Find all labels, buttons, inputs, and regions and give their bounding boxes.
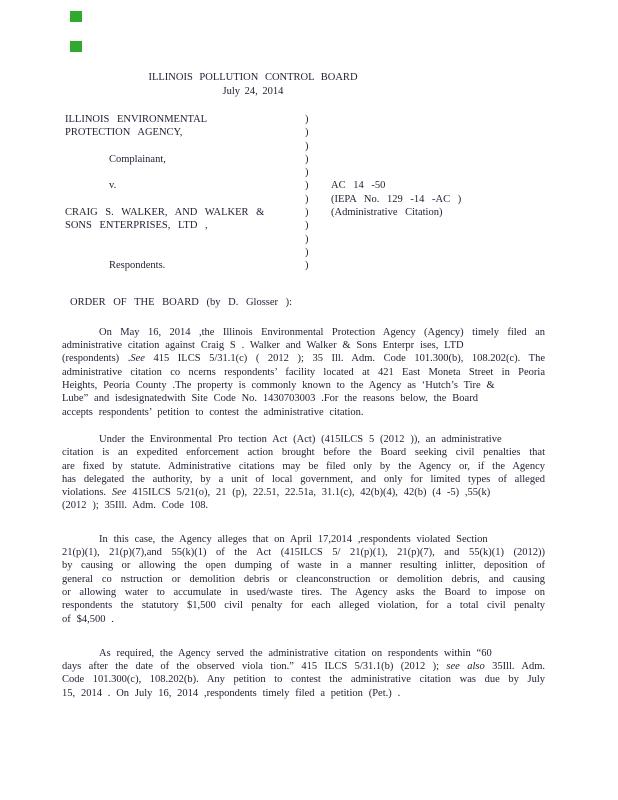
caption-row xyxy=(65,246,545,259)
caption-row xyxy=(65,113,545,126)
paragraph-line: administrative citation co ncerns respondents’ facility located at 421 East Moneta Street in Peoria xyxy=(62,366,545,378)
caption-row xyxy=(65,126,545,139)
paragraph-line: In this case, the Agency alleges that on April 17,2014 ,respondents violated Section xyxy=(99,533,488,545)
caption-right-text xyxy=(331,233,545,246)
body-paragraph xyxy=(62,647,545,700)
paragraph-line: violations. See 415ILCS 5/21(o), 21 (p), 22.51, 22.51a, 31.1(c), 42(b)(4), 42(b) (4 -5) ,55(k) xyxy=(62,487,491,499)
paragraph-line: Under the Environmental Pro tection Act (Act) (415ILCS 5 (2012 )), an administrative xyxy=(99,433,502,445)
paragraph-line: As required, the Agency served the administrative citation on respondents within “60 xyxy=(99,647,492,659)
order-body xyxy=(62,326,545,700)
caption-left-text xyxy=(65,193,305,206)
caption-left-text: ILLINOIS ENVIRONMENTAL xyxy=(65,114,208,125)
caption-row xyxy=(65,193,545,206)
caption-left-text: Respondents. xyxy=(109,260,166,272)
green-marker-icon xyxy=(70,41,82,52)
caption-right-text: (IEPA No. 129 -14 -AC ) xyxy=(331,193,462,205)
paragraph-line: administrative citation against Craig S . Walker and Walker & Sons Enterpr ises, LTD xyxy=(62,340,464,352)
paragraph-line: accepts respondents’ petition to contest the administrative citation. xyxy=(62,406,364,418)
paragraph-line: 15, 2014 . On July 16, 2014 ,respondents timely filed a petition (Pet.) . xyxy=(62,687,401,699)
order-heading: ORDER OF THE BOARD (by D. Glosser ): xyxy=(70,296,293,308)
caption-paren: ) xyxy=(305,127,309,139)
caption-row xyxy=(65,140,545,153)
paragraph-line: are fixed by statute. Administrative citations may be filed only by the Agency or, if the Agency xyxy=(62,460,545,472)
caption-right-text xyxy=(331,219,545,232)
caption-paren: ) xyxy=(305,140,309,152)
caption-left-text: PROTECTION AGENCY, xyxy=(65,127,183,139)
caption-right-text: (Administrative Citation) xyxy=(331,207,443,219)
caption-right-text xyxy=(331,259,545,272)
paragraph-line: citation is an expedited enforcement action brought before the Board seeking civil penalties that xyxy=(62,447,545,459)
caption-row xyxy=(65,166,545,179)
paragraph-line: of $4,500 . xyxy=(62,613,114,625)
caption-right-text: AC 14 -50 xyxy=(331,180,386,192)
caption-left-text xyxy=(65,246,305,259)
caption-right-text xyxy=(331,166,545,179)
caption-paren: ) xyxy=(305,233,309,245)
paragraph-line: (respondents) .See 415 ILCS 5/31.1(c) ( 2012 ); 35 Ill. Adm. Code 101.300(b), 108.202(c). The xyxy=(62,353,545,365)
caption-paren: ) xyxy=(305,220,309,232)
caption-row xyxy=(65,219,545,232)
paragraph-line: Code 101.300(c), 108.202(b). Any petition to contest the administrative citation was due by July xyxy=(62,674,545,686)
caption-paren: ) xyxy=(305,193,309,205)
paragraph-line: Heights, Peoria County .The property is commonly known to the Agency as ‘Hutch’s Tire & xyxy=(62,380,495,392)
caption-left-text: CRAIG S. WALKER, AND WALKER & xyxy=(65,207,265,219)
body-paragraph xyxy=(62,433,545,513)
paragraph-line: On May 16, 2014 ,the Illinois Environmental Protection Agency (Agency) timely filed an xyxy=(99,326,545,338)
board-title: ILLINOIS POLLUTION CONTROL BOARD xyxy=(148,72,358,83)
caption-right-text xyxy=(331,113,545,126)
caption-right-text xyxy=(331,140,545,153)
caption-paren: ) xyxy=(305,180,309,192)
caption-left-text: v. xyxy=(109,180,117,192)
paragraph-line: days after the date of the observed viola tion.” 415 ILCS 5/31.1(b) (2012 ); see also 35Ill. Adm. xyxy=(62,661,545,673)
caption-row xyxy=(65,153,545,166)
caption-paren: ) xyxy=(305,246,309,258)
document-header xyxy=(62,71,444,99)
case-caption xyxy=(65,113,545,273)
caption-row xyxy=(65,206,545,219)
paragraph-line: by causing or allowing the open dumping of waste in a manner resulting inlitter, deposition of xyxy=(62,560,545,572)
caption-right-text xyxy=(331,153,545,166)
paragraph-line: general co nstruction or demolition debris or cleanconstruction or demolition debris, and causing xyxy=(62,573,545,585)
caption-row xyxy=(65,233,545,246)
paragraph-line: respondents the statutory $1,500 civil penalty for each alleged violation, for a total civil penalty xyxy=(62,600,545,612)
caption-paren: ) xyxy=(305,260,309,272)
body-paragraph xyxy=(62,326,545,419)
caption-paren: ) xyxy=(305,167,309,179)
caption-left-text xyxy=(65,140,305,153)
paragraph-line: Lube” and isdesignatedwith Site Code No. 1430703003 .For the reasons below, the Board xyxy=(62,393,478,405)
paragraph-line: has delegated the authority, by a unit of local government, and only for limited types of alleged xyxy=(62,473,545,485)
body-paragraph xyxy=(62,533,545,626)
caption-row xyxy=(65,259,545,272)
green-marker-icon xyxy=(70,11,82,22)
caption-paren: ) xyxy=(305,114,309,125)
caption-right-text xyxy=(331,246,545,259)
order-date: July 24, 2014 xyxy=(222,86,284,97)
caption-paren: ) xyxy=(305,153,309,165)
caption-left-text xyxy=(65,166,305,179)
paragraph-line: 21(p)(1), 21(p)(7),and 55(k)(1) of the Act (415ILCS 5/ 21(p)(1), 21(p)(7), and 55(k)(1) (2012)) xyxy=(62,547,545,559)
caption-left-text xyxy=(65,233,305,246)
caption-left-text: Complainant, xyxy=(109,153,166,165)
paragraph-line: or allowing water to accumulate in used/waste tires. The Agency asks the Board to impose on xyxy=(62,586,545,598)
caption-row xyxy=(65,179,545,192)
caption-paren: ) xyxy=(305,207,309,219)
caption-right-text xyxy=(331,126,545,139)
paragraph-line: (2012 ); 35Ill. Adm. Code 108. xyxy=(62,500,209,512)
caption-left-text: SONS ENTERPRISES, LTD , xyxy=(65,220,208,232)
